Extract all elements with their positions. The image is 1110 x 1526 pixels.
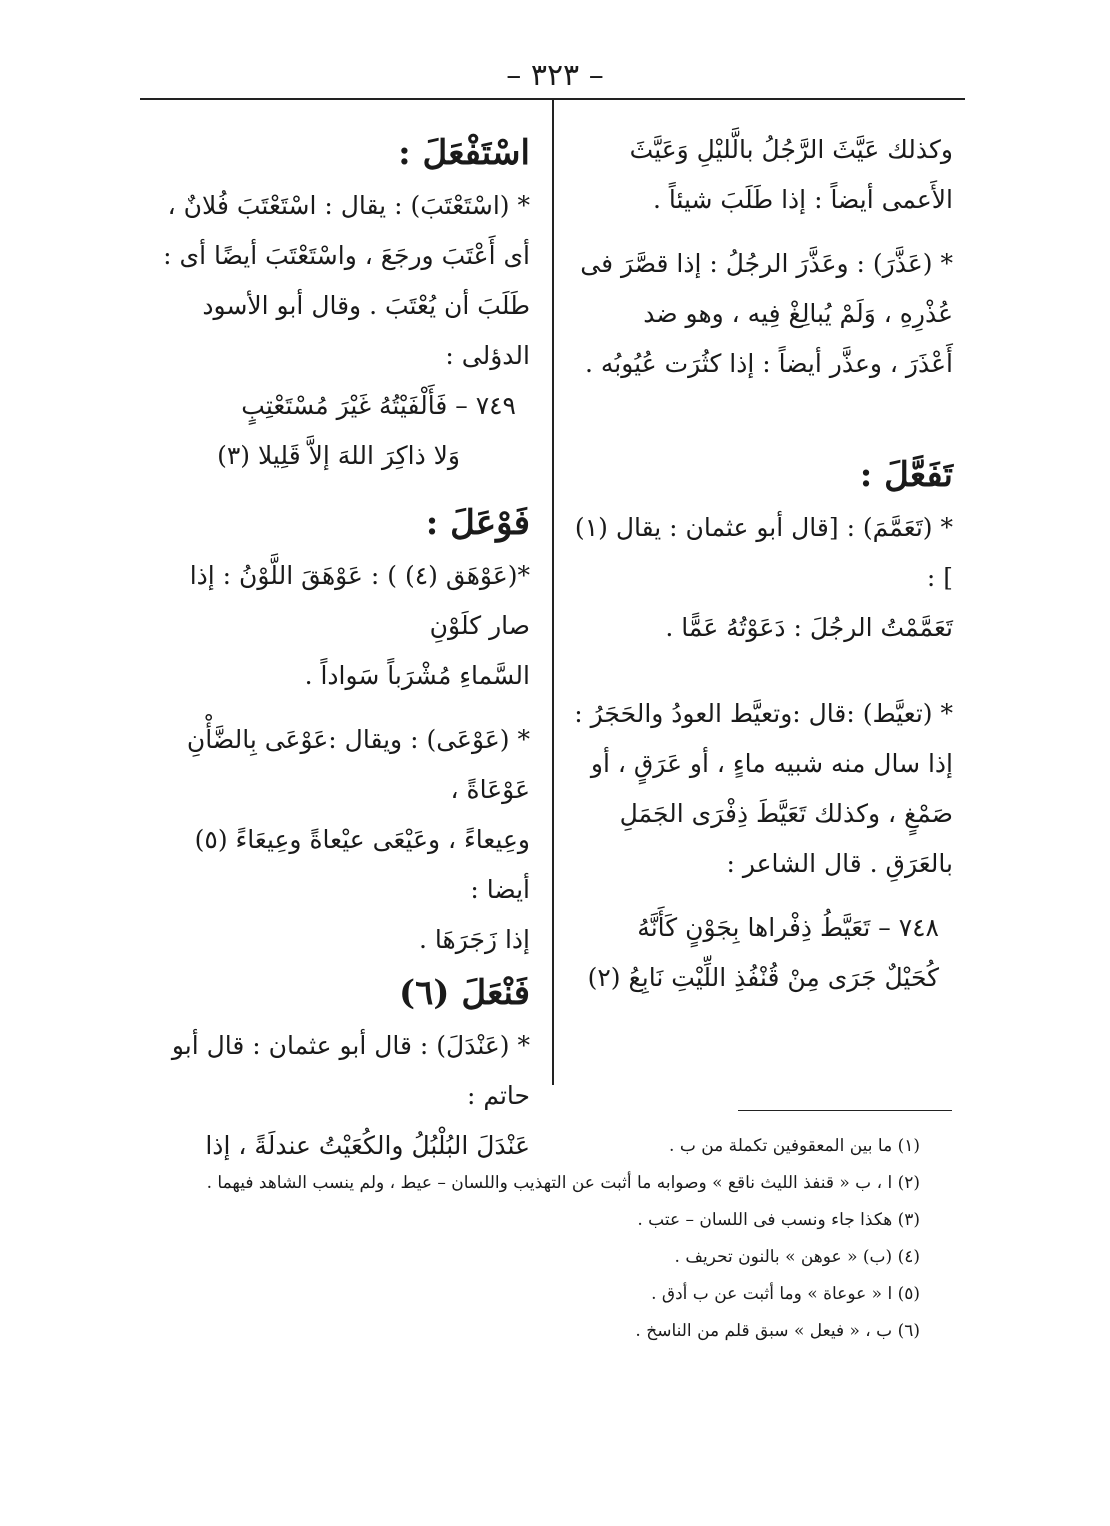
footnote-3: (٣) هكذا جاء ونسب فى اللسان – عتب . bbox=[637, 1210, 920, 1230]
verse-748-line-1: ٧٤٨ – تَعَيَّطُ ذِفْراها بِجَوْنٍ كَأَنَّهُ bbox=[637, 913, 939, 942]
entry-tayyata-line-3: صَمْغٍ ، وكذلك تَعَيَّطَ ذِفْرَى الجَمَلِ bbox=[619, 799, 953, 828]
verse-748-line-2: كُحَيْلٌ جَرَى مِنْ قُنْفُذِ اللِّيْتِ نَابِعُ (٢) bbox=[587, 963, 939, 992]
entry-istaataba-line-4: الدؤلى : bbox=[445, 341, 530, 370]
footnote-6: (٦) ب ، « فيعل » سبق قلم من الناسخ . bbox=[635, 1321, 920, 1341]
entry-taammama-line-2: تَعَمَّمْتُ الرجُلَ : دَعَوْتُهُ عَمًّا . bbox=[665, 613, 953, 642]
footnote-5: (٥) ا « عوعاة » وما أثبت عن ب أدق . bbox=[651, 1284, 920, 1304]
section-heading-fanal: فَنْعَلَ (٦) bbox=[399, 973, 530, 1013]
left-column bbox=[148, 125, 530, 1171]
right-column bbox=[573, 125, 953, 1003]
entry-istaataba-line-2: أى أَعْتَبَ ورجَعَ ، واسْتَعْتَبَ أيضًا أى : bbox=[163, 241, 530, 270]
entry-istaataba-line-1: * (اسْتَعْتَبَ) : يقال : اسْتَعْتَبَ فُلانٌ ، bbox=[167, 191, 530, 220]
entry-adhdhara-line-3: أَعْذَرَ ، وعذَّر أيضاً : إذا كثُرَت عُيُوبُه . bbox=[585, 349, 953, 378]
entry-adhdhara-line-2: عُذْرِهِ ، وَلَمْ يُبالِغْ فِيه ، وهو ضد bbox=[643, 299, 953, 328]
footnote-rule bbox=[738, 1110, 952, 1111]
entry-tayyata-line-2: إذا سال منه شبيه ماءٍ ، أو عَرَقٍ ، أو bbox=[590, 749, 953, 778]
paragraph-aythha-line-2: الأَعمى أيضاً : إذا طَلَبَ شيئاً . bbox=[652, 185, 953, 214]
entry-tayyata-line-4: بالعَرَقِ . قال الشاعر : bbox=[726, 849, 953, 878]
entry-awhaq-line-1: *(عَوْهَق (٤) ) : عَوْهَقَ اللَّوْنُ : إذا صار كلَوْنِ bbox=[189, 561, 530, 640]
verse-749-line-1: ٧٤٩ – فَأَلْفَيْتُهُ غَيْرَ مُسْتَعْتِبٍ bbox=[241, 391, 516, 420]
entry-taammama-line-1: * (تَعَمَّمَ) : [قال أبو عثمان : يقال (١) ] : bbox=[574, 513, 953, 592]
entry-istaataba-line-3: طَلَبَ أن يُعْتَبَ . وقال أبو الأسود bbox=[202, 291, 530, 320]
section-heading-istafaal: اسْتَفْعَلَ : bbox=[398, 133, 530, 173]
footnote-1: (١) ما بين المعقوفين تكملة من ب . bbox=[669, 1136, 920, 1156]
entry-awaa-line-3: إذا زَجَرَهَا . bbox=[419, 925, 530, 954]
entry-andala-line-2: عَنْدَلَ البُلْبُلُ والكُعَيْتُ عندلَةً ، إذا bbox=[205, 1131, 530, 1160]
entry-awaa-line-2: وعِيعاءً ، وعَيْعَى عيْعاةً وعِيعَاءً (٥) أيضا : bbox=[194, 825, 530, 904]
section-heading-tafaal: تَفَعَّلَ : bbox=[859, 455, 953, 495]
section-heading-fawal: فَوْعَلَ : bbox=[425, 503, 530, 543]
column-divider bbox=[552, 100, 554, 1085]
footnote-2: (٢) ا ، ب « قنفذ الليث ناقع » وصوابه ما أثبت عن التهذيب واللسان – عيط ، ولم ينسب الشاهد فيهما . bbox=[206, 1173, 920, 1193]
entry-awaa-line-1: * (عَوْعَى) : ويقال :عَوْعَى بِالضَّأْنِ عَوْعَاةً ، bbox=[186, 725, 530, 804]
verse-749-line-2: وَلا ذاكِرَ اللهَ إلاَّ قَلِيلا (٣) bbox=[217, 441, 460, 470]
entry-tayyata-line-1: * (تعيَّط) :قال :وتعيَّط العودُ والحَجَرُ : bbox=[574, 699, 953, 728]
entry-andala-line-1: * (عَنْدَلَ) : قال أبو عثمان : قال أبو حاتم : bbox=[171, 1031, 530, 1110]
paragraph-aythha-line-1: وكذلك عَيَّثَ الرَّجُلُ بالَّليْلِ وَعَيَّثَ bbox=[629, 135, 953, 164]
footnotes bbox=[150, 1128, 920, 1350]
footnote-4: (٤) (ب) « عوهن » بالنون تحريف . bbox=[674, 1247, 920, 1267]
page-number: – ٣٢٣ – bbox=[506, 58, 604, 93]
entry-awhaq-line-2: السَّماءِ مُشْرَباً سَواداً . bbox=[304, 661, 530, 690]
entry-adhdhara-line-1: * (عَذَّرَ) : وعَذَّرَ الرجُلُ : إذا قصَّرَ فى bbox=[580, 249, 953, 278]
